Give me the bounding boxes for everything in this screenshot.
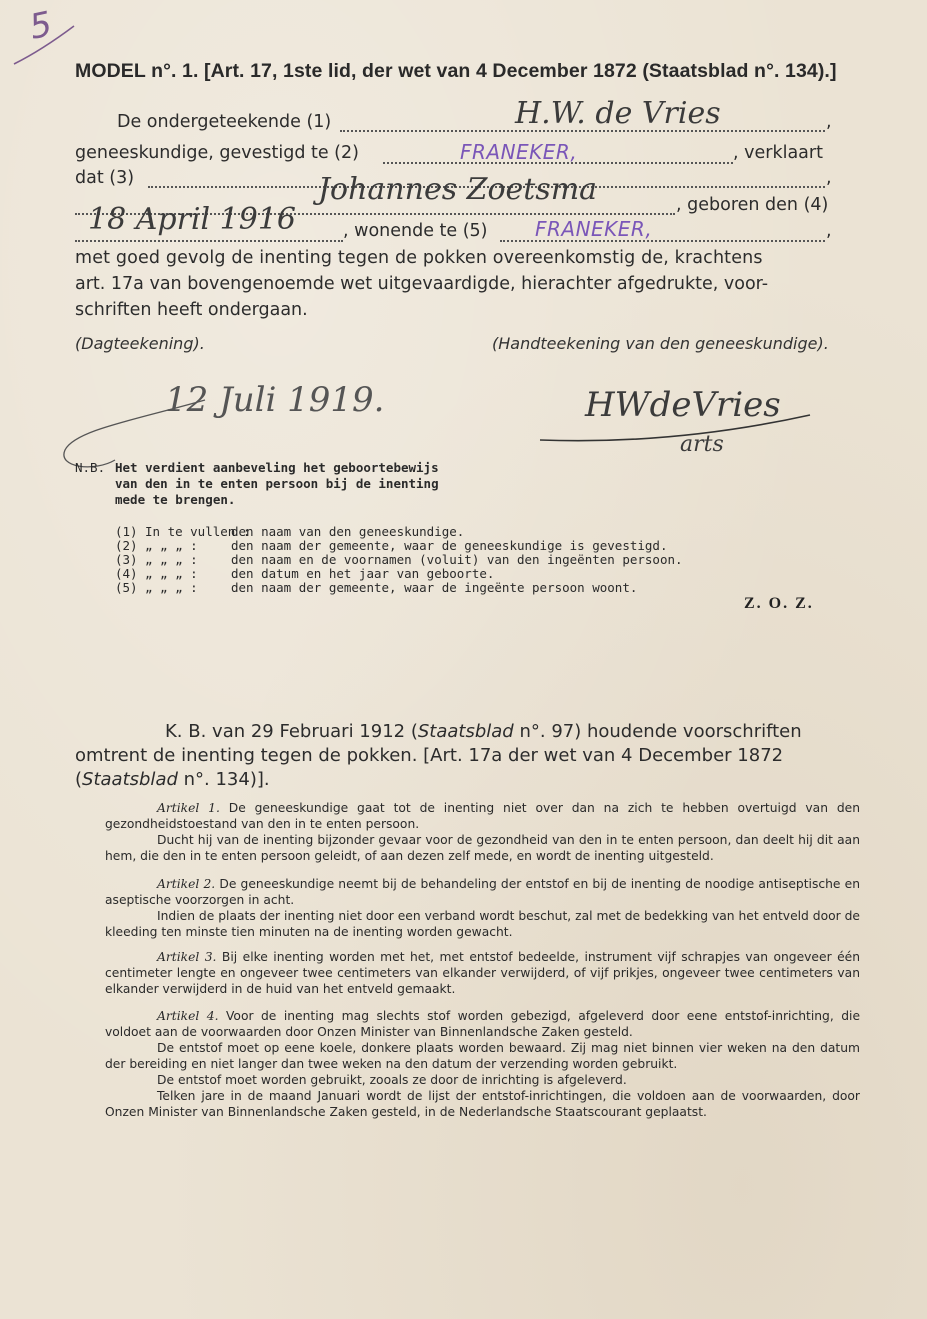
- form-line3-end: ,: [826, 168, 832, 188]
- note-key: „ „ „ :: [145, 580, 198, 595]
- doctor-place-stamp: FRANEKER,: [460, 140, 578, 164]
- article-paragraph: Telken jare in de maand Januari wordt de lijst der entstof-inrichtingen, die voldoen aan de voorwaarden, door Onzen Minister van Binnenlandsche Zaken gesteld, in de Nederlandsche Staatscourant geplaatst.: [105, 1089, 860, 1119]
- note-row-1: [115, 525, 464, 539]
- article-label: Artikel 4.: [157, 1009, 219, 1023]
- kb-line-3: [75, 768, 270, 792]
- nb-text-line1: Het verdient aanbeveling het geboortebewijs: [115, 460, 439, 475]
- note-row-3: [115, 553, 683, 567]
- article-label: Artikel 3.: [157, 950, 217, 964]
- article-paragraph: De entstof moet op eene koele, donkere plaats worden bewaard. Zij mag niet binnen vier weken na den datum der bereiding en niet langer dan twee weken na den datum der verzending worden gebruikt.: [105, 1041, 860, 1071]
- note-number: (1): [115, 524, 138, 539]
- body-line-2: art. 17a van bovengenoemde wet uitgevaardigde, hierachter afgedrukte, voor-: [75, 274, 769, 294]
- article-paragraph: Indien de plaats der inenting niet door een verband wordt beschut, zal met de bedekking van het entveld door de kleeding ten minste tien minuten na de inenting worden gewacht.: [105, 909, 860, 939]
- kb-line-1: [165, 720, 802, 744]
- nb-label: N.B.: [75, 460, 106, 475]
- form-line1-end: ,: [826, 112, 832, 132]
- body-line-1: met goed gevolg de inenting tegen de pokken overeenkomstig de, krachtens: [75, 248, 763, 268]
- zoz-mark: Z. O. Z.: [744, 595, 814, 612]
- signature-title-handwriting: arts: [680, 432, 724, 457]
- form-line5-end: ,: [826, 221, 832, 241]
- date-handwriting: 12 Juli 1919.: [165, 380, 385, 420]
- note-row-2: [115, 539, 668, 553]
- nb-text-line3: mede te brengen.: [115, 492, 236, 507]
- article-paragraph: De geneeskundige neemt bij de behandeling der entstof en bij de inenting de noodige antiseptische en aseptische voorzorgen in acht.: [105, 877, 861, 907]
- form-line3-label: dat (3): [75, 168, 135, 188]
- article-label: Artikel 1.: [157, 801, 220, 815]
- kb-line1-italic: Staatsblad: [417, 721, 514, 742]
- note-number: (5): [115, 580, 138, 595]
- body-line-3: schriften heeft ondergaan.: [75, 300, 308, 320]
- doctor-name-handwriting: H.W. de Vries: [515, 96, 721, 131]
- note-text: den naam van den geneeskundige.: [231, 524, 465, 539]
- kb-line1-text: K. B. van 29 Februari 1912 (: [165, 721, 418, 742]
- kb-line3-text: (: [75, 769, 83, 790]
- note-key: „ „ „ :: [145, 552, 198, 567]
- form-line5-mid: , wonende te (5): [343, 221, 488, 241]
- article-4: [105, 1008, 860, 1120]
- dotted-field-line: [75, 240, 343, 242]
- note-text: den datum en het jaar van geboorte.: [231, 566, 495, 581]
- note-row-5: [115, 581, 637, 595]
- article-3: [105, 949, 860, 997]
- date-caption: (Dagteekening).: [75, 334, 205, 353]
- nb-text-line2: van den in te enten persoon bij de inenting: [115, 476, 439, 491]
- kb-line1-text-b: n°. 97) houdende voorschriften: [513, 721, 802, 742]
- form-title: MODEL n°. 1. [Art. 17, 1ste lid, der wet van 4 December 1872 (Staatsblad n°. 134).]: [75, 60, 837, 82]
- article-paragraph: Ducht hij van de inenting bijzonder gevaar voor de gezondheid van den in te enten persoon, dan deelt hij dit aan hem, die den in te enten persoon geleidt, of aan dezen zelf mede, en wordt de inenting uitgesteld.: [105, 833, 860, 863]
- article-1: [105, 800, 860, 864]
- note-text: den naam der gemeente, waar de geneeskundige is gevestigd.: [231, 538, 668, 553]
- pencil-underline-icon: [10, 20, 80, 70]
- signature-handwriting: HWdeVries: [585, 385, 781, 425]
- note-number: (4): [115, 566, 138, 581]
- article-paragraph: Bij elke inenting worden met het, met entstof bedeelde, instrument vijf schrapjes van ongeveer één centimeter lengte en ongeveer twee centimeters van elkander verwijderd, of vijf prikjes, ongeveer twee centimeters van elkander verwijderd in de huid van het entveld gemaakt.: [105, 950, 860, 996]
- kb-line3-text-b: n°. 134)].: [177, 769, 270, 790]
- kb-line3-italic: Staatsblad: [82, 769, 178, 790]
- note-text: den naam der gemeente, waar de ingeënte persoon woont.: [231, 580, 638, 595]
- kb-line-2: omtrent de inenting tegen de pokken. [Art. 17a der wet van 4 December 1872: [75, 745, 784, 766]
- note-key: „ „ „ :: [145, 538, 198, 553]
- article-paragraph: De geneeskundige gaat tot de inenting niet over dan na zich te hebben overtuigd van den gezondheidstoestand van den in te enten persoon.: [105, 801, 860, 831]
- form-line2-end: , verklaart: [733, 143, 823, 163]
- article-label: Artikel 2.: [157, 877, 216, 891]
- article-2: [105, 876, 860, 940]
- note-key: „ „ „ :: [145, 566, 198, 581]
- form-line4-mid: , geboren den (4): [676, 195, 829, 215]
- note-number: (3): [115, 552, 138, 567]
- article-paragraph: De entstof moet worden gebruikt, zooals ze door de inrichting is afgeleverd.: [157, 1073, 627, 1087]
- article-paragraph: Voor de inenting mag slechts stof worden gebezigd, afgeleverd door eene entstof-inrichting, die voldoet aan de voorwaarden door Onzen Minister van Binnenlandsche Zaken gesteld.: [105, 1009, 861, 1039]
- vaccinee-name-handwriting: Johannes Zoetsma: [318, 172, 598, 207]
- note-row-4: [115, 567, 494, 581]
- signature-caption: (Handteekening van den geneeskundige).: [492, 334, 829, 353]
- form-line2-label: geneeskundige, gevestigd te (2): [75, 143, 359, 163]
- form-line1-label: De ondergeteekende (1): [117, 112, 332, 132]
- note-text: den naam en de voornamen (voluit) van den ingeënten persoon.: [231, 552, 683, 567]
- signature-underline-icon: [530, 395, 820, 465]
- note-number: (2): [115, 538, 138, 553]
- birth-date-handwriting: 18 April 1916: [88, 202, 296, 237]
- residence-stamp: FRANEKER,: [535, 217, 653, 241]
- page-number-mark: 5: [26, 4, 56, 48]
- note-key: In te vullen :: [145, 524, 251, 539]
